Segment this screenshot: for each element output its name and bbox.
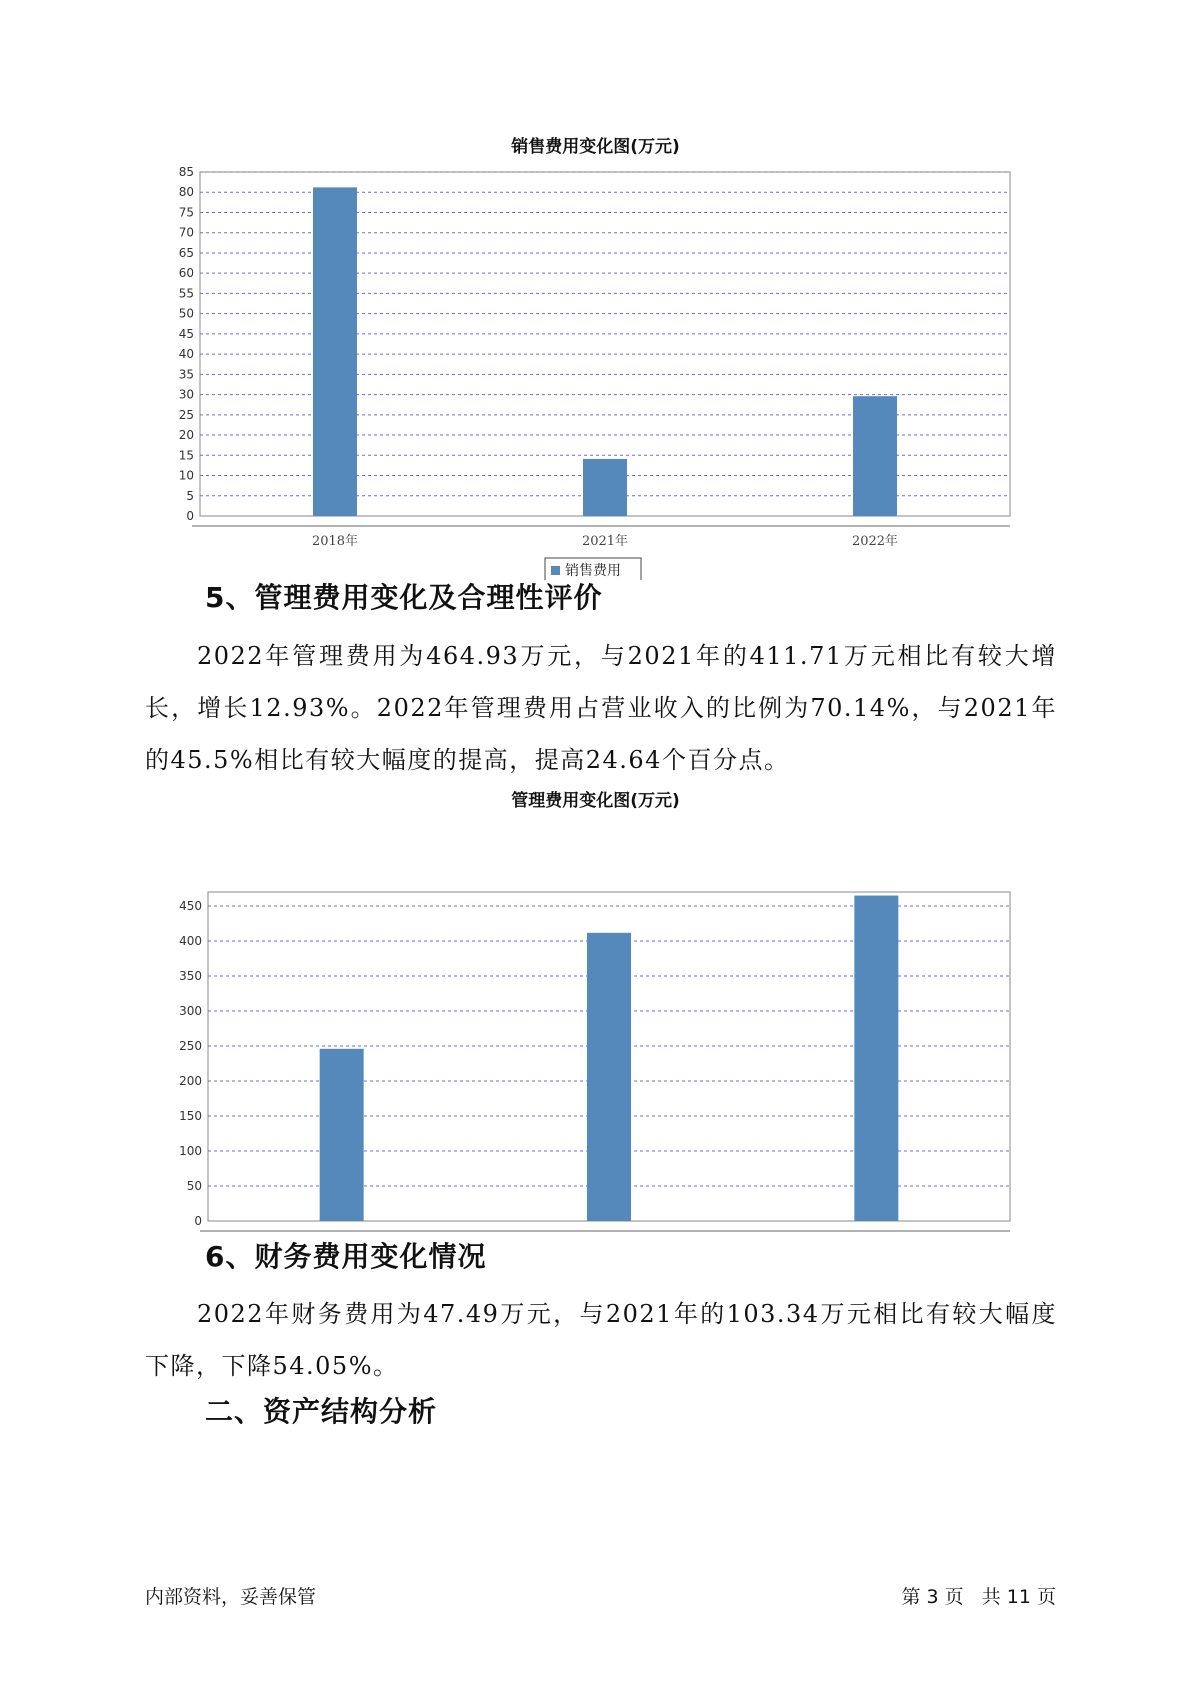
y-tick-label: 45 <box>178 326 194 341</box>
y-tick-label: 0 <box>194 1214 202 1228</box>
y-tick-label: 400 <box>179 934 202 948</box>
section6-paragraph: 2022年财务费用为47.49万元，与2021年的103.34万元相比有较大幅度下降，下降54.05%。 <box>145 1300 1057 1380</box>
y-tick-label: 55 <box>178 286 194 301</box>
y-tick-label: 60 <box>178 266 194 281</box>
y-tick-label: 450 <box>179 899 202 913</box>
y-tick-label: 40 <box>178 347 194 362</box>
footer-page-number: 第 3 页 共 11 页 <box>901 1586 1056 1608</box>
y-tick-label: 10 <box>178 468 194 483</box>
y-tick-label: 50 <box>178 306 194 321</box>
admin-expense-chart <box>0 815 1191 1235</box>
y-tick-label: 70 <box>178 225 194 240</box>
footer-confidential: 内部资料，妥善保管 <box>145 1586 317 1608</box>
section5-heading: 5、管理费用变化及合理性评价 <box>205 581 603 614</box>
y-tick-label: 150 <box>179 1109 202 1123</box>
x-tick-label: 2022年 <box>851 534 899 549</box>
y-tick-label: 20 <box>178 428 194 443</box>
bar-2022年 <box>854 896 898 1221</box>
y-tick-label: 100 <box>179 1144 202 1158</box>
y-tick-label: 200 <box>179 1074 202 1088</box>
section5-paragraph: 2022年管理费用为464.93万元，与2021年的411.71万元相比有较大增长，增长12.93%。2022年管理费用占营业收入的比例为70.14%，与2021年的45.5%相比有较大幅度的提高，提高24.64个百分点。 <box>145 642 1057 774</box>
bar-2021年 <box>583 459 627 516</box>
y-tick-label: 0 <box>186 509 194 523</box>
y-tick-label: 30 <box>178 387 194 402</box>
y-tick-label: 80 <box>178 185 194 200</box>
y-tick-label: 85 <box>178 165 194 179</box>
y-tick-label: 65 <box>178 245 194 260</box>
y-tick-label: 300 <box>179 1004 202 1018</box>
y-tick-label: 250 <box>179 1039 202 1053</box>
y-tick-label: 35 <box>178 367 194 382</box>
y-tick-label: 350 <box>179 969 202 983</box>
y-tick-label: 75 <box>178 205 194 220</box>
bar-2021年 <box>587 933 631 1221</box>
y-tick-label: 25 <box>178 407 194 422</box>
y-tick-label: 5 <box>186 488 194 503</box>
part2-heading: 二、资产结构分析 <box>205 1395 438 1428</box>
section6-heading: 6、财务费用变化情况 <box>205 1240 487 1273</box>
sales-chart-title: 销售费用变化图(万元) <box>511 137 680 157</box>
bar-2022年 <box>853 396 897 516</box>
legend-swatch <box>551 566 560 575</box>
bar-2018年 <box>313 187 357 516</box>
y-tick-label: 50 <box>186 1179 202 1193</box>
sales-expense-chart <box>0 160 1191 580</box>
x-tick-label: 2021年 <box>581 534 629 549</box>
admin-chart-title: 管理费用变化图(万元) <box>511 791 680 811</box>
y-tick-label: 15 <box>178 448 194 463</box>
x-tick-label: 2018年 <box>311 534 359 549</box>
legend-label: 销售费用 <box>565 563 621 579</box>
bar-2018年 <box>320 1049 364 1221</box>
